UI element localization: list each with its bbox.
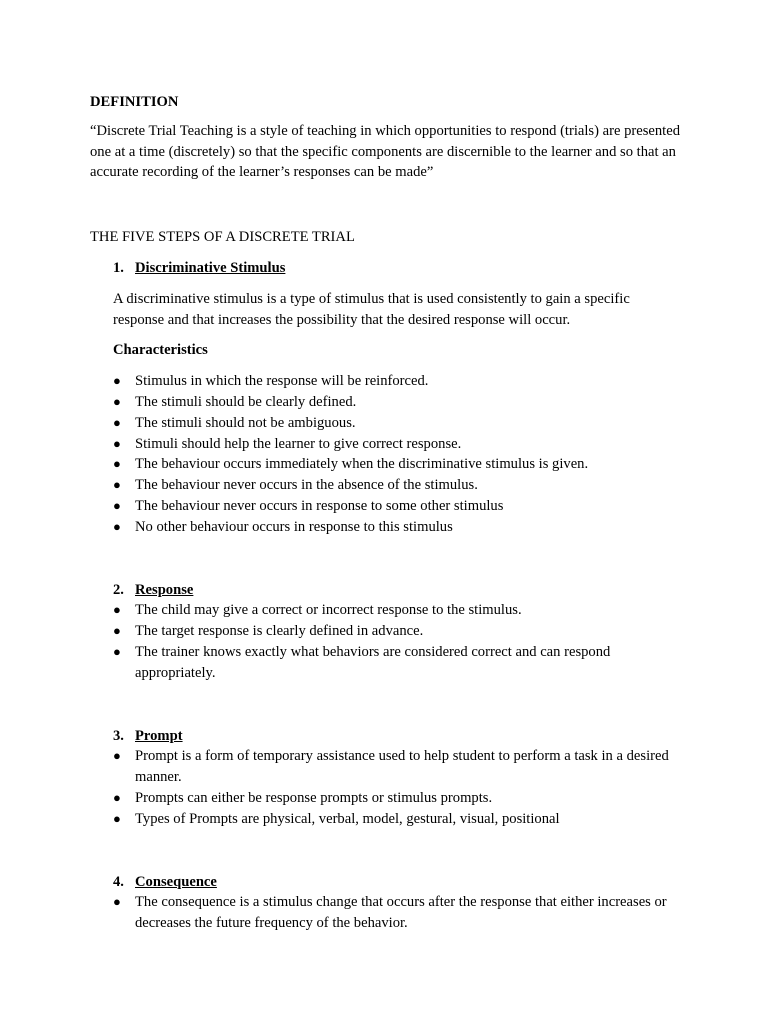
section-spacer <box>90 538 680 580</box>
list-item <box>113 600 680 621</box>
step-label: Consequence <box>135 873 217 890</box>
list-item <box>113 809 680 830</box>
list-item <box>113 517 680 538</box>
step-number: 3. <box>113 727 124 744</box>
definition-text: “Discrete Trial Teaching is a style of teaching in which opportunities to respond (trials) are presented one at a time (discretely) so that the specific components are discernible to the learner and so that an accurate recording of the learner’s responses can be made” <box>90 122 680 181</box>
step-title <box>113 580 680 601</box>
steps-heading: THE FIVE STEPS OF A DISCRETE TRIAL <box>90 229 355 246</box>
response-list <box>113 600 680 683</box>
step-label: Prompt <box>135 727 183 744</box>
definition-heading: DEFINITION <box>90 94 179 110</box>
bullet-icon: ● <box>113 435 121 451</box>
step-paragraph: A discriminative stimulus is a type of stimulus that is used consistently to gain a specific response and that increases the possibility that the desired response will occur. <box>113 290 630 328</box>
bullet-icon: ● <box>113 894 121 910</box>
bullet-icon: ● <box>113 518 121 534</box>
step-prompt <box>90 726 680 830</box>
bullet-icon: ● <box>113 623 121 639</box>
characteristics-heading: Characteristics <box>113 342 208 359</box>
step-title <box>113 726 680 747</box>
list-item <box>113 371 680 392</box>
bullet-icon: ● <box>113 477 121 493</box>
list-item <box>113 413 680 434</box>
list-item-text: The consequence is a stimulus change that occurs after the response that either increases or decreases the future frequency of the behavior. <box>135 894 667 932</box>
list-item <box>113 496 680 517</box>
step-number: 2. <box>113 581 124 598</box>
bullet-icon: ● <box>113 643 121 659</box>
step-response <box>90 580 680 684</box>
step-label: Response <box>135 581 194 598</box>
step-label: Discriminative Stimulus <box>135 259 286 276</box>
bullet-icon: ● <box>113 789 121 805</box>
bullet-icon: ● <box>113 748 121 764</box>
bullet-icon: ● <box>113 602 121 618</box>
characteristics-list <box>113 371 680 537</box>
list-item-text: The behaviour never occurs in response to some other stimulus <box>135 497 504 514</box>
list-item <box>113 392 680 413</box>
bullet-icon: ● <box>113 373 121 389</box>
step-number: 4. <box>113 873 124 890</box>
list-item <box>113 642 680 684</box>
list-item <box>113 434 680 455</box>
list-item <box>113 621 680 642</box>
list-item-text: Stimuli should help the learner to give correct response. <box>135 435 462 452</box>
list-item-text: Prompt is a form of temporary assistance used to help student to perform a task in a desired manner. <box>135 748 669 786</box>
section-spacer <box>90 684 680 726</box>
step-title <box>113 872 680 893</box>
list-item-text: The target response is clearly defined in advance. <box>135 623 424 640</box>
list-item-text: The stimuli should be clearly defined. <box>135 393 357 410</box>
list-item-text: Stimulus in which the response will be reinforced. <box>135 373 429 390</box>
section-spacer <box>90 830 680 872</box>
list-item <box>113 892 680 934</box>
prompt-list <box>113 746 680 829</box>
bullet-icon: ● <box>113 414 121 430</box>
list-item-text: The stimuli should not be ambiguous. <box>135 414 356 431</box>
list-item <box>113 475 680 496</box>
list-item-text: Prompts can either be response prompts or stimulus prompts. <box>135 789 493 806</box>
list-item-text: No other behaviour occurs in response to this stimulus <box>135 518 453 535</box>
step-discriminative-stimulus <box>90 258 680 538</box>
bullet-icon: ● <box>113 810 121 826</box>
list-item-text: The behaviour never occurs in the absence of the stimulus. <box>135 477 478 494</box>
list-item-text: Types of Prompts are physical, verbal, model, gestural, visual, positional <box>135 810 560 827</box>
document-page <box>90 92 680 934</box>
list-item-text: The behaviour occurs immediately when the discriminative stimulus is given. <box>135 456 589 473</box>
list-item <box>113 746 680 788</box>
list-item-text: The child may give a correct or incorrect response to the stimulus. <box>135 602 522 619</box>
bullet-icon: ● <box>113 393 121 409</box>
list-item-text: The trainer knows exactly what behaviors are considered correct and can respond appropriately. <box>135 643 611 681</box>
step-number: 1. <box>113 259 124 276</box>
bullet-icon: ● <box>113 456 121 472</box>
list-item <box>113 454 680 475</box>
step-consequence <box>90 872 680 934</box>
step-title <box>113 258 680 279</box>
consequence-list <box>113 892 680 934</box>
list-item <box>113 788 680 809</box>
bullet-icon: ● <box>113 497 121 513</box>
